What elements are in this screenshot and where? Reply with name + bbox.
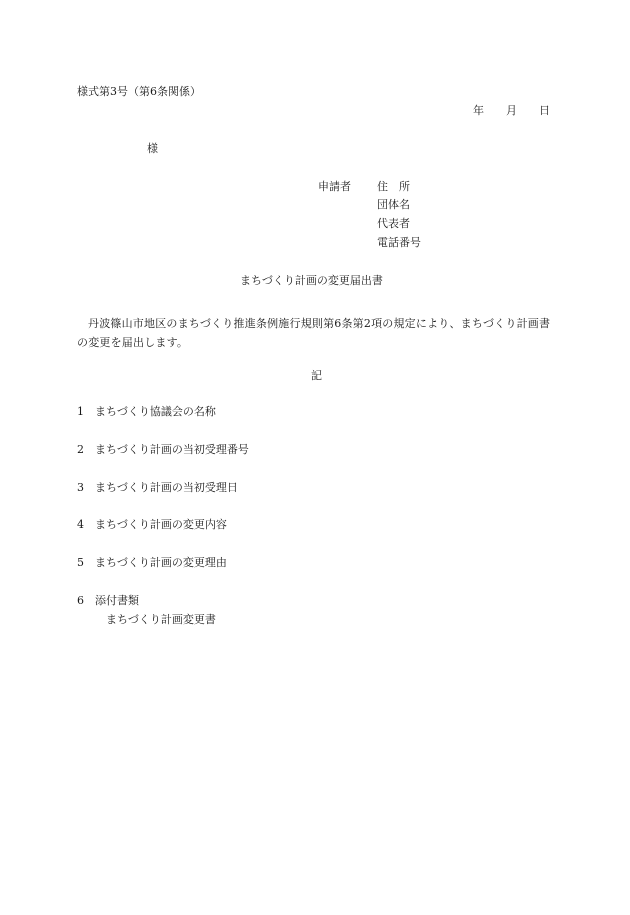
body-paragraph: 丹波篠山市地区のまちづくり推進条例施行規則第6条第2項の規定により、まちづくり計画書の変更を届出します。	[77, 317, 551, 349]
list-item-label: まちづくり計画の変更内容	[95, 518, 227, 531]
applicant-phone-field: 電話番号	[377, 236, 421, 249]
applicant-address-field: 住 所	[377, 180, 410, 193]
list-item-number: 5	[77, 556, 84, 569]
list-item-label: まちづくり計画の当初受理番号	[95, 443, 249, 456]
date-month: 月	[506, 104, 517, 117]
list-item-number: 3	[77, 481, 84, 494]
list-item-label: 添付書類	[95, 594, 139, 607]
list-item-number: 4	[77, 518, 84, 531]
applicant-organization-field: 団体名	[377, 198, 410, 211]
applicant-representative-field: 代表者	[377, 217, 410, 230]
record-marker: 記	[311, 369, 322, 382]
list-item-number: 2	[77, 443, 84, 456]
date-day: 日	[539, 104, 550, 117]
list-item-label: まちづくり計画の当初受理日	[95, 481, 238, 494]
date-year: 年	[473, 104, 484, 117]
list-item-label: まちづくり協議会の名称	[95, 405, 216, 418]
list-item-number: 6	[77, 594, 84, 607]
document-title: まちづくり計画の変更届出書	[240, 274, 383, 287]
applicant-label: 申請者	[318, 180, 351, 193]
list-item-label: まちづくり計画の変更理由	[95, 556, 227, 569]
list-item	[77, 444, 249, 455]
form-number: 様式第3号（第6条関係）	[77, 85, 201, 98]
list-item	[77, 595, 139, 606]
date-line	[473, 105, 550, 116]
addressee-suffix: 様	[147, 142, 158, 155]
list-item	[77, 482, 238, 493]
attachment-name: まちづくり計画変更書	[106, 613, 216, 626]
list-item	[77, 406, 216, 417]
list-item	[77, 557, 227, 568]
list-item	[77, 519, 227, 530]
list-item-number: 1	[77, 405, 84, 418]
